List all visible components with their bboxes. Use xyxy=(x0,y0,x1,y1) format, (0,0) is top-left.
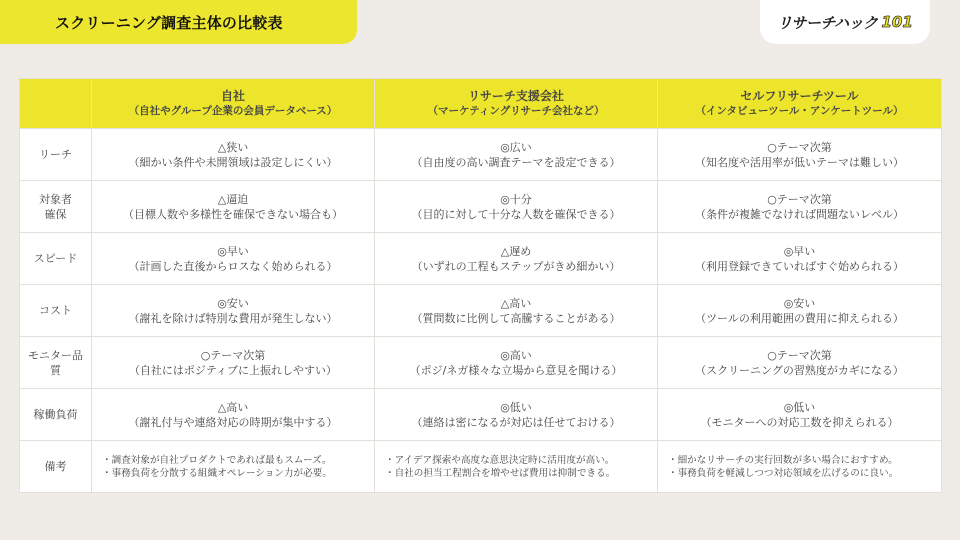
table-row xyxy=(20,337,942,389)
rating-mark: ◎安い xyxy=(217,296,249,310)
rating-description: （条件が複雑でなければ問題ないレベル） xyxy=(695,207,904,221)
rating-description: （目標人数や多様性を確保できない場合も） xyxy=(123,207,343,221)
rating-mark: ◎広い xyxy=(500,140,532,154)
row-label: スピード xyxy=(20,233,92,285)
table-row xyxy=(20,285,942,337)
notes-cell xyxy=(92,441,375,493)
column-subtitle: （自社やグループ企業の会員データベース） xyxy=(128,105,338,117)
rating-mark: ◎高い xyxy=(500,348,532,362)
note-line: ・アイデア探索や高度な意思決定時に活用度が高い。 xyxy=(385,454,615,466)
rating-mark: ◎早い xyxy=(783,244,816,258)
logo-number: 101 xyxy=(881,13,913,31)
title-tab xyxy=(0,0,357,44)
rating-mark: ◎安い xyxy=(783,296,816,310)
note-line: ・事務負荷を軽減しつつ対応領域を広げるのに良い。 xyxy=(668,467,899,479)
column-header xyxy=(92,79,375,129)
logo xyxy=(760,0,930,44)
table-row xyxy=(20,129,942,181)
rating-mark: ◎早い xyxy=(217,244,249,258)
table-row xyxy=(20,389,942,441)
column-name: セルフリサーチツール xyxy=(740,89,859,103)
table-row xyxy=(20,181,942,233)
table-cell xyxy=(375,285,658,337)
rating-description: （ツールの利用範囲の費用に抑えられる） xyxy=(695,311,904,325)
rating-mark: △遅め xyxy=(500,244,532,258)
rating-description: （細かい条件や未開領域は設定しにくい） xyxy=(128,155,338,169)
rating-description: （いずれの工程もステップがきめ細かい） xyxy=(411,259,621,273)
logo-text: リサーチハック xyxy=(777,13,878,32)
column-subtitle: （マーケティングリサーチ会社など） xyxy=(427,105,605,117)
rating-description: （目的に対して十分な人数を確保できる） xyxy=(411,207,621,221)
table-cell xyxy=(92,337,375,389)
note-line: ・細かなリサーチの実行回数が多い場合におすすめ。 xyxy=(668,454,898,466)
table-cell xyxy=(92,285,375,337)
row-label: コスト xyxy=(20,285,92,337)
table-cell xyxy=(375,233,658,285)
column-header xyxy=(375,79,658,129)
column-header xyxy=(658,79,942,129)
note-line: ・自社の担当工程割合を増やせば費用は抑制できる。 xyxy=(385,467,616,479)
row-label: モニター品 質 xyxy=(20,337,92,389)
table-cell xyxy=(658,181,942,233)
rating-mark: △逼迫 xyxy=(217,192,249,206)
table-row xyxy=(20,233,942,285)
table-cell xyxy=(92,129,375,181)
rating-mark: △狭い xyxy=(217,140,249,154)
table-cell xyxy=(92,181,375,233)
note-line: ・調査対象が自社プロダクトであれば最もスムーズ。 xyxy=(102,454,332,466)
row-label: 対象者 確保 xyxy=(20,181,92,233)
rating-description: （知名度や活用率が低いテーマは難しい） xyxy=(695,155,904,169)
row-label: リーチ xyxy=(20,129,92,181)
comparison-table xyxy=(19,78,942,493)
rating-mark: ◎十分 xyxy=(500,192,532,206)
table-cell xyxy=(375,181,658,233)
note-line: ・事務負荷を分散する組織オペレーション力が必要。 xyxy=(102,467,332,479)
rating-description: （モニターへの対応工数を抑えられる） xyxy=(700,415,899,429)
rating-description: （利用登録できていればすぐ始められる） xyxy=(695,259,904,273)
page-title: スクリーニング調査主体の比較表 xyxy=(55,13,283,32)
rating-mark: ◎低い xyxy=(500,400,532,414)
table-cell xyxy=(92,233,375,285)
rating-mark: △高い xyxy=(500,296,532,310)
table-cell xyxy=(658,337,942,389)
rating-description: （謝礼を除けば特別な費用が発生しない） xyxy=(128,311,338,325)
table-cell xyxy=(92,389,375,441)
rating-mark: ◎低い xyxy=(783,400,816,414)
rating-mark: ○テーマ次第 xyxy=(767,348,832,362)
rating-mark: ○テーマ次第 xyxy=(767,140,832,154)
table-cell xyxy=(375,337,658,389)
notes-cell xyxy=(375,441,658,493)
rating-description: （連絡は密になるが対応は任せておける） xyxy=(411,415,621,429)
table-cell xyxy=(658,129,942,181)
row-label: 備考 xyxy=(20,441,92,493)
rating-description: （自由度の高い調査テーマを設定できる） xyxy=(411,155,621,169)
row-label: 稼働負荷 xyxy=(20,389,92,441)
table-cell xyxy=(375,389,658,441)
rating-mark: ○テーマ次第 xyxy=(200,348,266,362)
rating-description: （スクリーニングの習熟度がカギになる） xyxy=(695,363,904,377)
rating-mark: ○テーマ次第 xyxy=(767,192,832,206)
table-cell xyxy=(375,129,658,181)
rating-description: （ポジ/ネガ様々な立場から意見を聞ける） xyxy=(409,363,623,377)
column-name: 自社 xyxy=(220,89,245,103)
header-corner xyxy=(20,79,92,129)
column-subtitle: （インタビューツール・アンケートツール） xyxy=(695,105,904,117)
column-name: リサーチ支援会社 xyxy=(468,89,564,103)
rating-description: （謝礼付与や連絡対応の時期が集中する） xyxy=(128,415,338,429)
rating-mark: △高い xyxy=(217,400,249,414)
table-cell xyxy=(658,389,942,441)
notes-row xyxy=(20,441,942,493)
rating-description: （自社にはポジティブに上振れしやすい） xyxy=(128,363,338,377)
rating-description: （質問数に比例して高騰することがある） xyxy=(411,311,621,325)
rating-description: （計画した直後からロスなく始められる） xyxy=(128,259,338,273)
table-header-row xyxy=(20,79,942,129)
table-cell xyxy=(658,233,942,285)
table-cell xyxy=(658,285,942,337)
notes-cell xyxy=(658,441,942,493)
